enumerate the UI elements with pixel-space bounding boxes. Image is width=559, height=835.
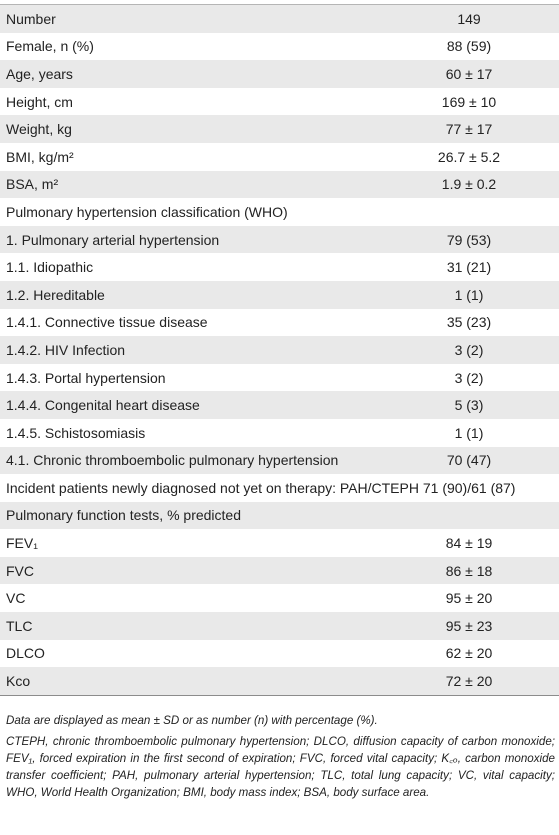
row-value: 95 ± 20 [445,590,493,607]
table-row [0,667,559,695]
table-row [0,336,559,364]
row-label: BSA, m² [6,176,59,193]
footnote-abbreviations: CTEPH, chronic thromboembolic pulmonary hypertension; DLCO, diffusion capacity of carbon monoxide; FEV₁, forced expiration in the first second of expiration; FVC, forced vital capacity; K꜀ₒ, carbon monoxide transfer coefficient; PAH, pulmonary arterial hypertension; TLC, total lung capacity; VC, vital capacity; WHO, World Health Organization; BMI, body mass index; BSA, body surface area. [6,734,555,799]
row-label: 1.4.2. HIV Infection [6,341,126,358]
row-value: 149 [457,10,481,27]
table-footnotes [0,696,559,805]
row-label: Female, n (%) [6,38,94,55]
table-row [0,557,559,585]
row-value: 86 ± 18 [445,562,493,579]
row-label: 1.4.3. Portal hypertension [6,369,166,386]
row-value: 72 ± 20 [445,673,493,690]
section-row [0,502,559,530]
row-value: 1.9 ± 0.2 [441,176,497,193]
row-value: 88 (59) [446,38,492,55]
table-row [0,309,559,337]
row-label: FVC [6,562,34,579]
row-label: Weight, kg [6,121,72,138]
table-row [0,143,559,171]
footnote-summary: Data are displayed as mean ± SD or as number (n) with percentage (%). [6,713,378,727]
row-value: 5 (3) [454,397,484,414]
row-label: Number [6,10,56,27]
data-table [0,4,559,696]
table-row [0,391,559,419]
row-label: 1.1. Idiopathic [6,259,94,276]
table-row [0,226,559,254]
section-row [0,474,559,502]
section-row [0,198,559,226]
row-value: 1 (1) [454,424,484,441]
table-row [0,88,559,116]
table-row [0,171,559,199]
row-value: 3 (2) [454,341,484,358]
row-label: Pulmonary hypertension classification (WHO) [6,203,288,220]
row-value: 77 ± 17 [445,121,493,138]
row-value: 31 (21) [446,259,492,276]
row-value: 26.7 ± 5.2 [437,148,501,165]
row-value: 79 (53) [446,231,492,248]
row-value: 70 (47) [446,452,492,469]
table-row [0,253,559,281]
table-row [0,115,559,143]
row-label: FEV₁ [6,535,38,552]
row-label: 4.1. Chronic thromboembolic pulmonary hypertension [6,452,339,469]
table-row [0,584,559,612]
table-row [0,529,559,557]
table-row [0,447,559,475]
row-label: Kco [6,673,31,690]
row-value: 95 ± 23 [445,617,493,634]
row-value: 1 (1) [454,286,484,303]
table-row [0,281,559,309]
row-label: Height, cm [6,93,73,110]
row-label: DLCO [6,645,45,662]
row-label: Age, years [6,65,73,82]
table-row [0,5,559,33]
row-value: 35 (23) [446,314,492,331]
row-label: 1.2. Hereditable [6,286,105,303]
row-value: 62 ± 20 [445,645,493,662]
table-row [0,33,559,61]
row-label: 1.4.5. Schistosomiasis [6,424,146,441]
table-row [0,419,559,447]
row-label: 1. Pulmonary arterial hypertension [6,231,220,248]
table-row [0,60,559,88]
row-label: VC [6,590,26,607]
table-row [0,364,559,392]
row-label: TLC [6,617,33,634]
table-row [0,612,559,640]
row-value: 169 ± 10 [441,93,497,110]
row-value: 84 ± 19 [445,535,493,552]
row-value: 3 (2) [454,369,484,386]
row-label: Incident patients newly diagnosed not yet on therapy: PAH/CTEPH 71 (90)/61 (87) [6,479,516,496]
row-value: 60 ± 17 [445,65,493,82]
row-label: Pulmonary function tests, % predicted [6,507,242,524]
row-label: 1.4.4. Congenital heart disease [6,397,200,414]
row-label: 1.4.1. Connective tissue disease [6,314,208,331]
row-label: BMI, kg/m² [6,148,74,165]
table-row [0,640,559,668]
